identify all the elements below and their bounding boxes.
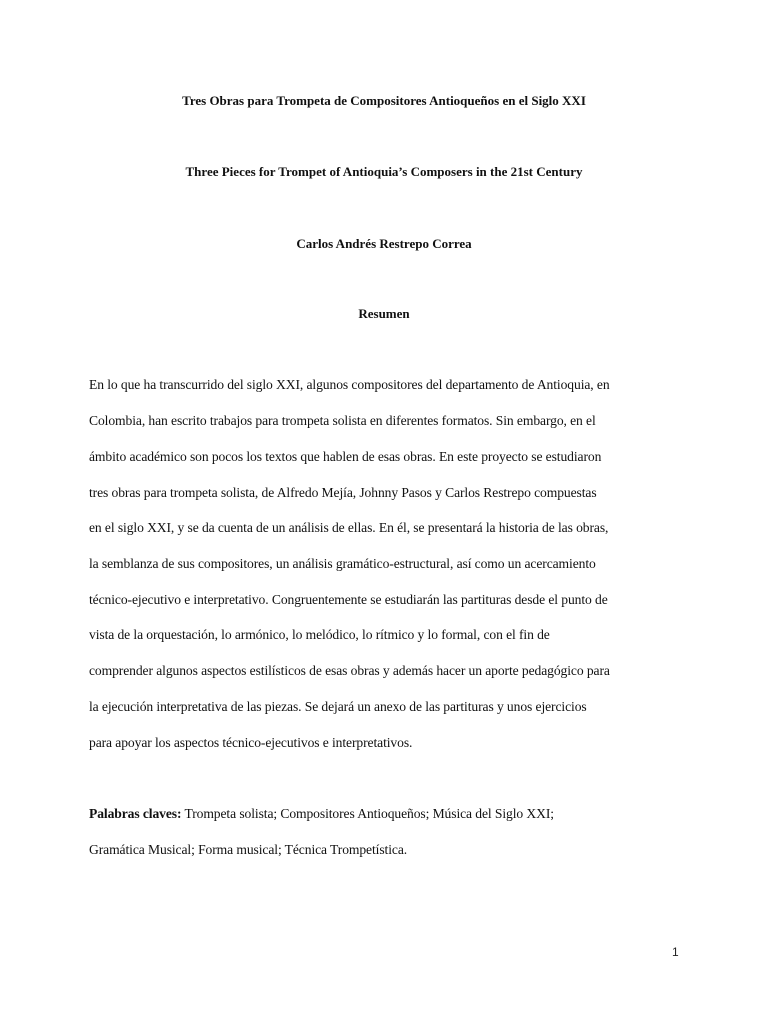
abstract-line: vista de la orquestación, lo armónico, lo melódico, lo rítmico y lo formal, con el fin de — [89, 627, 550, 642]
abstract-line: técnico-ejecutivo e interpretativo. Congruentemente se estudiarán las partituras desde el punto de — [89, 592, 608, 607]
abstract-line: Colombia, han escrito trabajos para trompeta solista en diferentes formatos. Sin embargo, en el — [89, 413, 596, 428]
keywords-label: Palabras claves: — [89, 806, 182, 821]
abstract-line: la ejecución interpretativa de las piezas. Se dejará un anexo de las partituras y unos ejercicios — [89, 699, 587, 714]
abstract-heading: Resumen — [358, 306, 410, 321]
title-spanish: Tres Obras para Trompeta de Compositores Antioqueños en el Siglo XXI — [182, 93, 586, 108]
page-number: 1 — [672, 945, 679, 959]
abstract-line: En lo que ha transcurrido del siglo XXI, algunos compositores del departamento de Antioquia, en — [89, 377, 610, 392]
abstract-line: tres obras para trompeta solista, de Alfredo Mejía, Johnny Pasos y Carlos Restrepo compuestas — [89, 485, 597, 500]
keywords-text-1: Trompeta solista; Compositores Antioqueños; Música del Siglo XXI; — [181, 806, 554, 821]
abstract-line: para apoyar los aspectos técnico-ejecutivos e interpretativos. — [89, 735, 413, 750]
abstract-line: la semblanza de sus compositores, un análisis gramático-estructural, así como un acercamiento — [89, 556, 596, 571]
author-name: Carlos Andrés Restrepo Correa — [296, 236, 472, 251]
abstract-line: ámbito académico son pocos los textos que hablen de esas obras. En este proyecto se estudiaron — [89, 449, 602, 464]
keywords-line-2: Gramática Musical; Forma musical; Técnica Trompetística. — [89, 842, 408, 857]
abstract-line: en el siglo XXI, y se da cuenta de un análisis de ellas. En él, se presentará la historia de las obras, — [89, 520, 609, 535]
title-english: Three Pieces for Trompet of Antioquia’s Composers in the 21st Century — [185, 164, 583, 179]
keywords-line-1 — [89, 806, 554, 822]
abstract-line: comprender algunos aspectos estilísticos de esas obras y además hacer un aporte pedagógico para — [89, 663, 610, 678]
